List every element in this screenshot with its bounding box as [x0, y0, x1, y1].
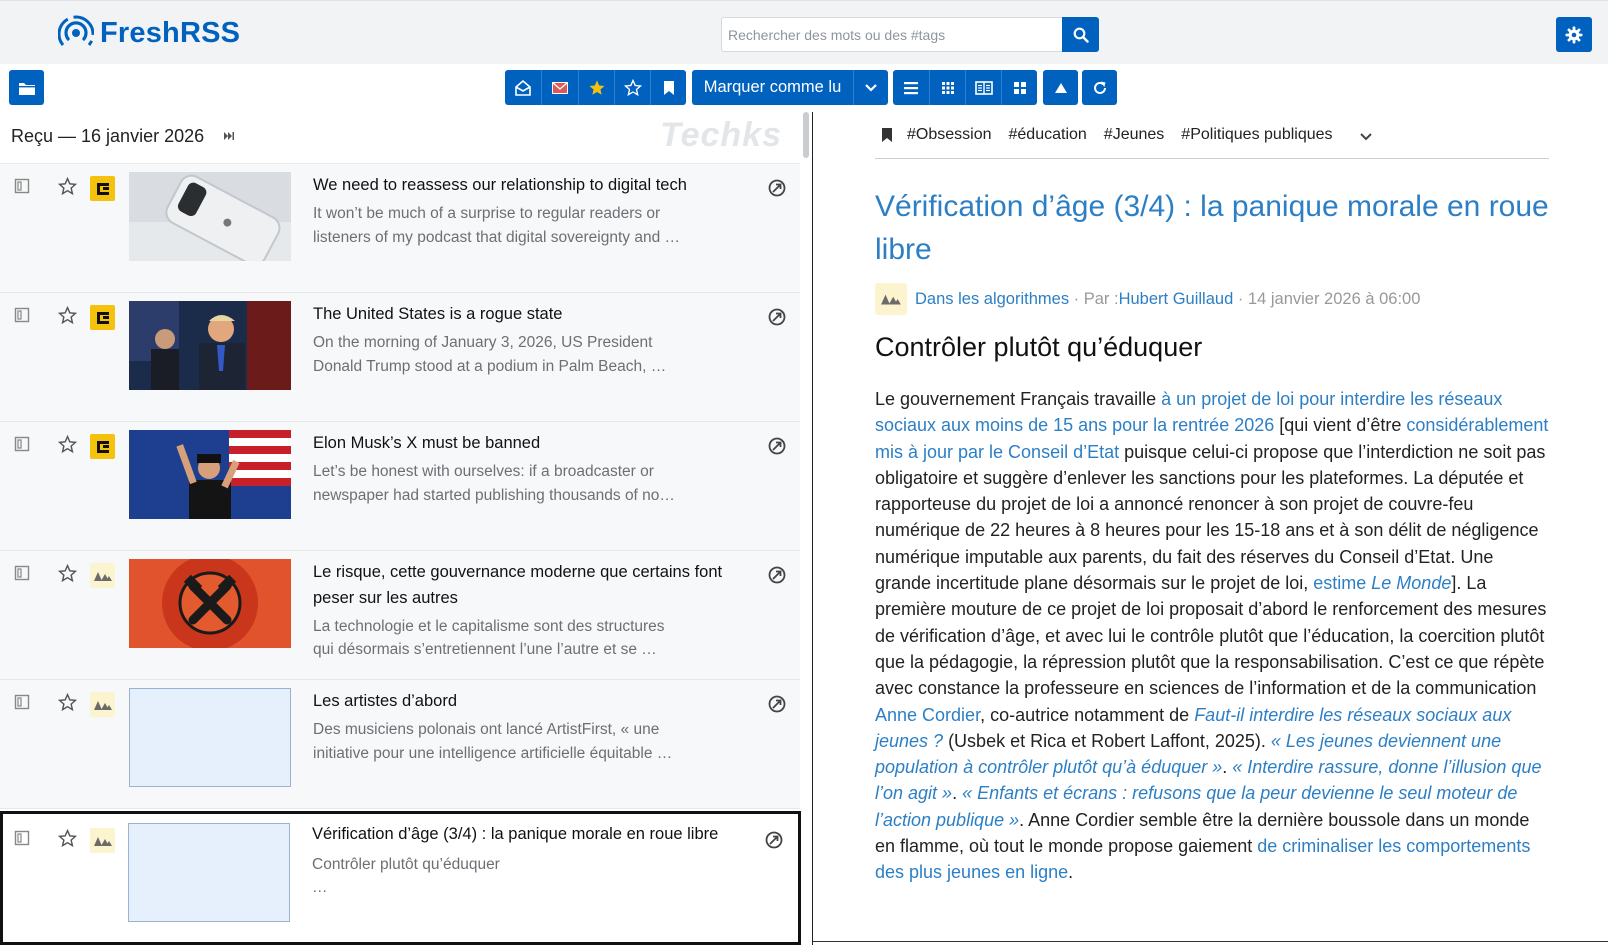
- grid-view-button[interactable]: [1001, 70, 1037, 105]
- body-link[interactable]: « Interdire rassure, donne l’illusion que l’on agit »: [875, 757, 1542, 804]
- feed-link[interactable]: Dans les algorithmes: [915, 289, 1070, 308]
- star-icon[interactable]: [58, 693, 77, 712]
- article-body: [875, 386, 1550, 886]
- unread-icon: [551, 81, 569, 95]
- filter-starred-button[interactable]: [578, 70, 614, 105]
- mark-read-icon[interactable]: [14, 694, 30, 710]
- body-text: [qui vient d’être: [1274, 415, 1407, 436]
- folder-icon: [18, 80, 36, 96]
- star-icon[interactable]: [58, 435, 77, 454]
- item-title[interactable]: Elon Musk’s X must be banned: [313, 434, 541, 452]
- star-icon[interactable]: [58, 829, 77, 848]
- unstarred-icon: [624, 79, 642, 97]
- app-logo[interactable]: [58, 13, 240, 53]
- dla-logo-icon: [880, 292, 902, 306]
- by-label: · Par :: [1069, 289, 1119, 308]
- external-link-icon[interactable]: [767, 436, 787, 456]
- body-text: ]. La première mouture de ce projet de loi proposait d’abord le renforcement des mesures de vérification d’âge, et avec lui le contrôle plutôt que l’éducation, la coercition plutôt que la pédagogie, la répression plutôt que la responsabilisation. C’est ce que répète avec constance la professeure en sciences de l’information et de la communication: [875, 573, 1547, 699]
- item-excerpt-line: It won’t be much of a surprise to regular readers or: [313, 205, 661, 222]
- body-link[interactable]: « Les jeunes deviennent une population à contrôler plutôt qu’à éduquer »: [875, 730, 1502, 778]
- list-item[interactable]: [0, 680, 800, 809]
- starred-icon: [588, 79, 606, 97]
- normal-view-icon: [903, 81, 919, 95]
- dla-logo-icon: [93, 835, 113, 847]
- item-excerpt-line: newspaper had started publishing thousands of no…: [313, 487, 675, 504]
- feed-favicon: [90, 176, 115, 201]
- mark-read-button[interactable]: [692, 70, 853, 105]
- toggle-aside-button[interactable]: [9, 70, 44, 105]
- external-link-icon[interactable]: [767, 178, 787, 198]
- refresh-button[interactable]: [1082, 70, 1117, 105]
- feed-favicon: [90, 563, 115, 588]
- global-view-icon: [941, 81, 955, 95]
- luddite-badge-image: [129, 559, 291, 648]
- body-link[interactable]: Le Monde: [1371, 573, 1452, 594]
- day-header: [0, 112, 800, 164]
- techcrunch-icon: [95, 182, 111, 196]
- chevron-down-icon[interactable]: [1359, 132, 1373, 142]
- feed-favicon: [90, 434, 115, 459]
- normal-view-button[interactable]: [893, 70, 929, 105]
- body-text: puisque celui-ci propose que l’interdiction ne soit pas obligatoire et suggère d’enlever les sanctions pour les plateformes. La députée et rapporteuse du projet de loi a annoncé renoncer à son projet de couvre-feu numérique de 22 heures à 8 heures pour les 15-18 ans et à son délit de négligence numérique imputable aux parents, du fait des réserves du Conseil d’Etat. Une grande incertitude plane désormais sur le projet de loi,: [875, 441, 1546, 594]
- author-link[interactable]: Hubert Guillaud: [1118, 289, 1234, 308]
- item-title[interactable]: Les artistes d’abord: [313, 692, 457, 710]
- techcrunch-icon: [95, 311, 111, 325]
- arrow-up-icon: [1054, 82, 1068, 94]
- refresh-icon: [1092, 80, 1108, 96]
- item-excerpt-line: qui désormais s’entretiennent l’une l’autre et se …: [313, 641, 657, 658]
- reader-view-icon: [975, 81, 993, 95]
- mark-read-icon[interactable]: [14, 565, 30, 581]
- body-link[interactable]: « Enfants et écrans : refusons que la peur devienne le seul moteur de l’action publique »: [875, 783, 1518, 830]
- techcrunch-icon: [95, 440, 111, 454]
- mark-read-icon[interactable]: [14, 436, 30, 452]
- article-thumbnail: [129, 559, 291, 648]
- article-thumbnail: [129, 430, 291, 519]
- star-icon[interactable]: [58, 177, 77, 196]
- article-meta: [875, 283, 1420, 315]
- feed-name-watermark: Techks: [660, 116, 782, 154]
- external-link-icon[interactable]: [767, 565, 787, 585]
- phone-image: [129, 172, 291, 261]
- list-item[interactable]: [0, 551, 800, 680]
- item-excerpt-line: Contrôler plutôt qu’éduquer: [312, 856, 500, 873]
- tag-bar: [875, 112, 1549, 159]
- external-link-icon[interactable]: [767, 307, 787, 327]
- freshrss-logo-icon: [58, 15, 94, 51]
- feed-favicon: [90, 828, 115, 853]
- mark-read-icon[interactable]: [14, 307, 30, 323]
- article-thumbnail-placeholder: [128, 823, 290, 922]
- item-excerpt-line: Donald Trump stood at a podium in Palm Beach, …: [313, 358, 667, 375]
- body-text: . Anne Cordier semble être la dernière boussole dans un monde en flamme, où tout le monde propose gaiement: [875, 809, 1530, 857]
- global-view-button[interactable]: [929, 70, 965, 105]
- mark-read-dropdown[interactable]: [853, 70, 888, 105]
- item-title[interactable]: We need to reassess our relationship to digital tech: [313, 176, 687, 194]
- body-text: .: [1068, 862, 1074, 883]
- item-excerpt-line: Des musiciens polonais ont lancé ArtistFirst, « une: [313, 721, 660, 738]
- list-item[interactable]: [0, 293, 800, 422]
- article-thumbnail: [129, 172, 291, 261]
- podium-photo-image: [129, 301, 291, 390]
- external-link-icon[interactable]: [767, 694, 787, 714]
- mark-read-icon[interactable]: [14, 178, 30, 194]
- body-link[interactable]: à un projet de loi pour interdire les réseaux sociaux aux moins de 15 ans pour la rentrée 2026: [875, 389, 1503, 436]
- article-title[interactable]: Vérification d’âge (3/4) : la panique morale en roue libre: [875, 190, 1549, 266]
- article-date: · 14 janvier 2026 à 06:00: [1233, 289, 1421, 308]
- sort-button[interactable]: [1043, 70, 1078, 105]
- search-button[interactable]: [1062, 17, 1099, 52]
- item-title[interactable]: Le risque, cette gouvernance moderne que certains font peser sur les autres: [313, 563, 723, 607]
- feed-favicon: [875, 283, 907, 315]
- pane-divider: [812, 112, 813, 945]
- body-link[interactable]: de criminaliser les comportements des plus jeunes en ligne: [875, 836, 1531, 883]
- list-item-current[interactable]: [0, 811, 801, 945]
- feed-favicon: [90, 305, 115, 330]
- mark-read-label: Marquer comme lu: [703, 78, 842, 96]
- filter-unread-button[interactable]: [541, 70, 578, 105]
- star-icon[interactable]: [58, 306, 77, 325]
- body-link[interactable]: Anne Cordier: [875, 704, 981, 725]
- item-title[interactable]: The United States is a rogue state: [313, 305, 563, 323]
- article-list: [0, 112, 812, 945]
- item-excerpt-line: initiative pour une intelligence artificielle équitable …: [313, 745, 673, 762]
- day-label: Reçu — 16 janvier 2026: [11, 126, 205, 146]
- item-excerpt-line: Let’s be honest with ourselves: if a broadcaster or: [313, 463, 654, 480]
- body-link[interactable]: considérablement mis à jour par le Conseil d’Etat: [875, 415, 1549, 462]
- dla-logo-icon: [93, 570, 113, 582]
- article-bottom-rule: [813, 941, 1608, 942]
- rally-photo-image: [129, 430, 291, 519]
- tag-link[interactable]: #Jeunes: [1103, 126, 1165, 143]
- settings-button[interactable]: [1556, 17, 1592, 52]
- chevron-down-icon: [864, 83, 878, 93]
- article-heading: Contrôler plutôt qu’éduquer: [875, 332, 1203, 362]
- body-text: , co-autrice notamment de: [980, 704, 1195, 725]
- body-link[interactable]: estime: [1313, 573, 1372, 594]
- body-text: .: [1222, 757, 1233, 778]
- app-name: FreshRSS: [100, 16, 241, 49]
- list-item[interactable]: [0, 422, 800, 551]
- tag-link[interactable]: #éducation: [1008, 126, 1087, 143]
- body-link[interactable]: Faut-il interdire les réseaux sociaux aux jeunes ?: [875, 704, 1512, 751]
- bookmark-icon[interactable]: [881, 127, 893, 143]
- grid-view-icon: [1013, 81, 1027, 95]
- reader-view-button[interactable]: [965, 70, 1001, 105]
- gear-icon: [1565, 26, 1583, 44]
- filter-unstarred-button[interactable]: [614, 70, 650, 105]
- tag-link[interactable]: #Politiques publiques: [1181, 126, 1333, 143]
- bookmark-icon: [663, 80, 675, 96]
- filter-all-button[interactable]: [505, 70, 541, 105]
- skip-next-icon[interactable]: [223, 130, 235, 142]
- list-scrollbar[interactable]: [803, 112, 809, 158]
- mark-read-icon[interactable]: [14, 830, 30, 846]
- body-text: .: [952, 783, 963, 804]
- search-icon: [1073, 27, 1089, 43]
- item-excerpt-line: listeners of my podcast that digital sovereignty and …: [313, 229, 681, 246]
- star-icon[interactable]: [58, 564, 77, 583]
- item-excerpt-line: La technologie et le capitalisme sont des structures: [313, 618, 665, 635]
- all-icon: [514, 79, 532, 97]
- item-excerpt-line: …: [312, 879, 328, 896]
- article-thumbnail-placeholder: [129, 688, 291, 787]
- search-input[interactable]: [721, 17, 1062, 52]
- body-text: Le gouvernement Français travaille: [875, 389, 1162, 409]
- top-header: [0, 0, 1608, 64]
- feed-favicon: [90, 692, 115, 717]
- body-text: (Usbek et Rica et Robert Laffont, 2025).: [943, 730, 1271, 751]
- tag-link[interactable]: #Obsession: [907, 126, 992, 143]
- list-item[interactable]: [0, 164, 800, 293]
- article-thumbnail: [129, 301, 291, 390]
- item-excerpt-line: On the morning of January 3, 2026, US President: [313, 334, 653, 351]
- item-title[interactable]: Vérification d’âge (3/4) : la panique morale en roue libre: [312, 825, 719, 843]
- external-link-icon[interactable]: [764, 830, 784, 850]
- dla-logo-icon: [93, 699, 113, 711]
- filter-bookmark-button[interactable]: [650, 70, 686, 105]
